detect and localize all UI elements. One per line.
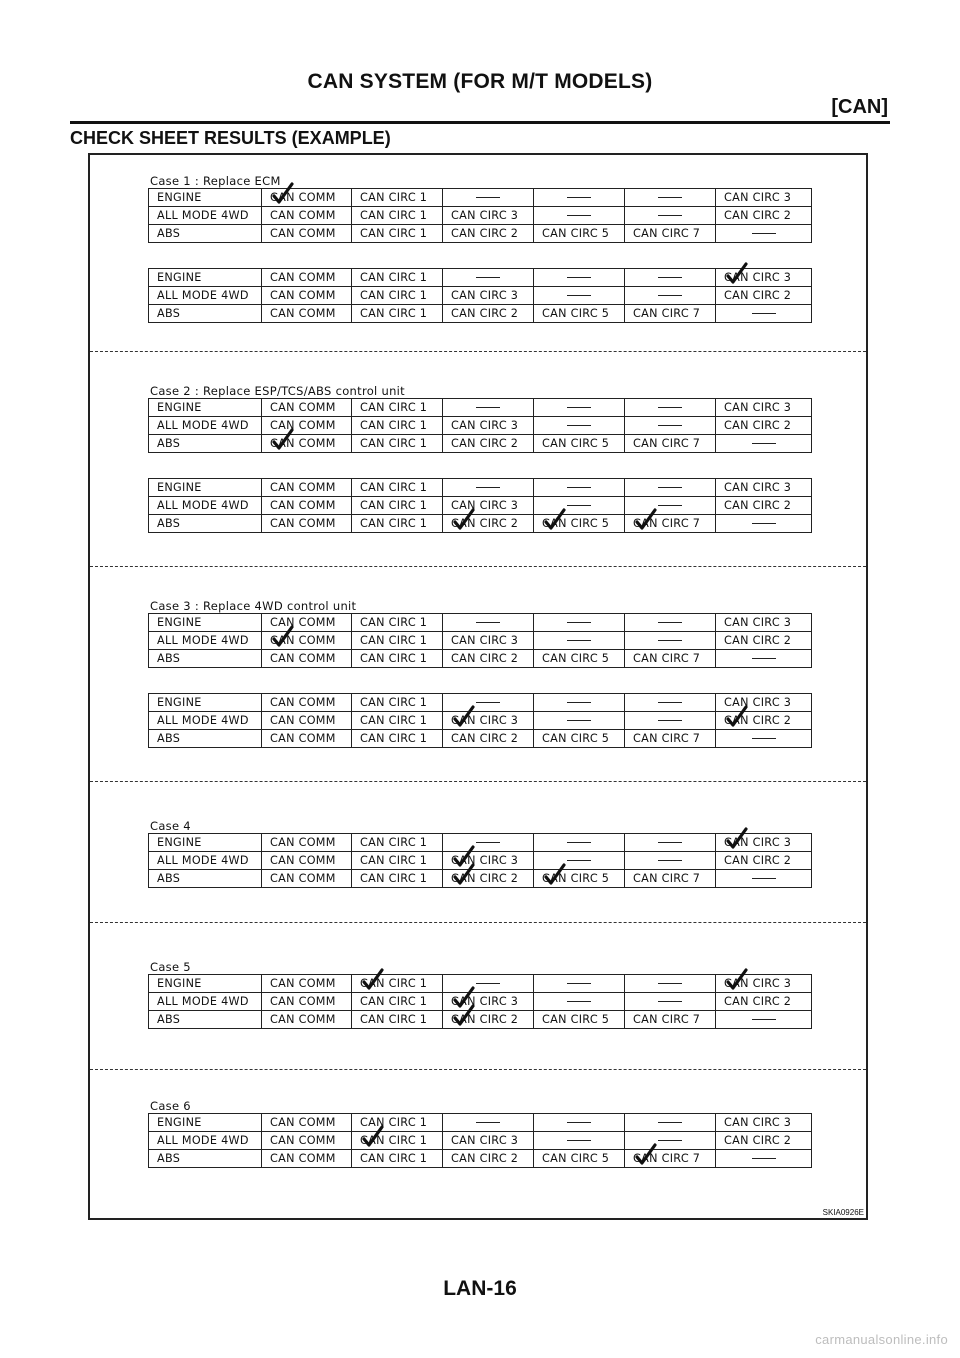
table-cell: CAN COMM xyxy=(262,1132,352,1150)
empty-cell xyxy=(534,497,625,515)
case-label: Case 5 xyxy=(150,960,191,974)
empty-cell xyxy=(625,207,716,225)
table-cell: CAN CIRC 1 xyxy=(352,852,443,870)
table-cell: CAN CIRC 1 xyxy=(352,435,443,453)
table-cell: CAN COMM xyxy=(262,650,352,668)
table-cell: CAN COMM xyxy=(262,305,352,323)
check-table xyxy=(148,268,812,323)
table-cell: ALL MODE 4WD xyxy=(149,287,262,305)
dash-icon xyxy=(476,1122,500,1123)
table-cell: CAN CIRC 2 xyxy=(716,207,812,225)
table-cell: ENGINE xyxy=(149,189,262,207)
table-cell: CAN CIRC 1 xyxy=(352,399,443,417)
check-table xyxy=(148,974,812,1029)
dash-icon xyxy=(658,295,682,296)
table-cell: CAN CIRC 5 xyxy=(534,435,625,453)
table-cell: ENGINE xyxy=(149,479,262,497)
table-cell: ENGINE xyxy=(149,269,262,287)
table-cell: CAN CIRC 7 xyxy=(625,515,716,533)
table-row xyxy=(149,305,812,323)
table-cell: CAN COMM xyxy=(262,479,352,497)
table-cell: CAN COMM xyxy=(262,870,352,888)
case-divider xyxy=(90,1069,866,1070)
page-number: LAN-16 xyxy=(443,1277,517,1300)
dash-icon xyxy=(752,878,776,879)
empty-cell xyxy=(534,694,625,712)
table-row xyxy=(149,1132,812,1150)
table-cell: CAN CIRC 7 xyxy=(625,730,716,748)
empty-cell xyxy=(625,417,716,435)
dash-icon xyxy=(658,640,682,641)
watermark: carmanualsonline.info xyxy=(815,1332,948,1347)
dash-icon xyxy=(567,505,591,506)
table-cell: CAN COMM xyxy=(262,1150,352,1168)
table-cell: CAN CIRC 2 xyxy=(443,730,534,748)
empty-cell xyxy=(625,993,716,1011)
table-row xyxy=(149,269,812,287)
dash-icon xyxy=(567,702,591,703)
table-cell: ALL MODE 4WD xyxy=(149,417,262,435)
table-cell: CAN CIRC 1 xyxy=(352,834,443,852)
empty-cell xyxy=(534,269,625,287)
dash-icon xyxy=(567,860,591,861)
empty-cell xyxy=(443,479,534,497)
empty-cell xyxy=(534,975,625,993)
dash-icon xyxy=(476,407,500,408)
dash-icon xyxy=(567,215,591,216)
empty-cell xyxy=(716,650,812,668)
table-cell: CAN CIRC 3 xyxy=(443,417,534,435)
case-label: Case 3 : Replace 4WD control unit xyxy=(150,599,357,613)
dash-icon xyxy=(476,842,500,843)
table-cell: CAN COMM xyxy=(262,207,352,225)
table-cell: CAN CIRC 1 xyxy=(352,225,443,243)
table-cell: CAN CIRC 2 xyxy=(716,417,812,435)
table-row xyxy=(149,975,812,993)
table-cell: CAN CIRC 1 xyxy=(352,1114,443,1132)
case-divider xyxy=(90,922,866,923)
check-table xyxy=(148,188,812,243)
dash-icon xyxy=(752,1158,776,1159)
dash-icon xyxy=(658,487,682,488)
table-cell: CAN CIRC 5 xyxy=(534,650,625,668)
check-table xyxy=(148,398,812,453)
case-divider xyxy=(90,351,866,352)
table-cell: CAN CIRC 7 xyxy=(625,650,716,668)
table-cell: ALL MODE 4WD xyxy=(149,852,262,870)
dash-icon xyxy=(658,1001,682,1002)
table-cell: CAN COMM xyxy=(262,993,352,1011)
table-cell: ABS xyxy=(149,515,262,533)
table-cell: CAN CIRC 1 xyxy=(352,730,443,748)
table-cell: ABS xyxy=(149,225,262,243)
dash-icon xyxy=(658,1122,682,1123)
table-cell: CAN CIRC 2 xyxy=(716,632,812,650)
dash-icon xyxy=(752,1019,776,1020)
dash-icon xyxy=(658,215,682,216)
table-cell: CAN COMM xyxy=(262,632,352,650)
dash-icon xyxy=(567,487,591,488)
case-label: Case 4 xyxy=(150,819,191,833)
table-cell: CAN CIRC 3 xyxy=(443,287,534,305)
section-tag: [CAN] xyxy=(831,96,888,118)
table-cell: CAN COMM xyxy=(262,694,352,712)
check-table xyxy=(148,478,812,533)
empty-cell xyxy=(625,479,716,497)
table-cell: CAN CIRC 1 xyxy=(352,479,443,497)
dash-icon xyxy=(476,622,500,623)
table-cell: CAN CIRC 1 xyxy=(352,694,443,712)
dash-icon xyxy=(567,277,591,278)
table-cell: CAN CIRC 1 xyxy=(352,287,443,305)
figure-code: SKIA0926E xyxy=(822,1208,864,1217)
table-cell: CAN COMM xyxy=(262,417,352,435)
table-cell: CAN CIRC 2 xyxy=(716,287,812,305)
empty-cell xyxy=(625,852,716,870)
table-cell: CAN CIRC 2 xyxy=(716,852,812,870)
table-cell: CAN COMM xyxy=(262,189,352,207)
table-cell: ENGINE xyxy=(149,399,262,417)
table-row xyxy=(149,870,812,888)
dash-icon xyxy=(567,720,591,721)
table-cell: CAN CIRC 1 xyxy=(352,975,443,993)
table-cell: ENGINE xyxy=(149,614,262,632)
table-cell: CAN CIRC 1 xyxy=(352,650,443,668)
empty-cell xyxy=(625,1132,716,1150)
table-row xyxy=(149,632,812,650)
table-row xyxy=(149,1011,812,1029)
table-cell: CAN COMM xyxy=(262,834,352,852)
table-cell: CAN CIRC 5 xyxy=(534,515,625,533)
empty-cell xyxy=(534,834,625,852)
empty-cell xyxy=(625,632,716,650)
table-cell: CAN CIRC 1 xyxy=(352,632,443,650)
table-cell: CAN CIRC 1 xyxy=(352,1132,443,1150)
case-label: Case 6 xyxy=(150,1099,191,1113)
table-cell: ABS xyxy=(149,650,262,668)
dash-icon xyxy=(567,842,591,843)
dash-icon xyxy=(658,197,682,198)
empty-cell xyxy=(534,852,625,870)
table-row xyxy=(149,225,812,243)
table-row xyxy=(149,1150,812,1168)
table-cell: ALL MODE 4WD xyxy=(149,712,262,730)
dash-icon xyxy=(752,658,776,659)
table-row xyxy=(149,712,812,730)
table-cell: ABS xyxy=(149,1150,262,1168)
dash-icon xyxy=(476,487,500,488)
table-row xyxy=(149,479,812,497)
table-row xyxy=(149,435,812,453)
empty-cell xyxy=(716,435,812,453)
table-cell: CAN CIRC 2 xyxy=(443,1011,534,1029)
dash-icon xyxy=(567,197,591,198)
table-cell: CAN CIRC 1 xyxy=(352,417,443,435)
dash-icon xyxy=(752,313,776,314)
table-cell: CAN CIRC 3 xyxy=(443,1132,534,1150)
table-cell: CAN CIRC 3 xyxy=(716,269,812,287)
dash-icon xyxy=(658,983,682,984)
dash-icon xyxy=(567,295,591,296)
dash-icon xyxy=(567,1122,591,1123)
dash-icon xyxy=(752,738,776,739)
dash-icon xyxy=(476,197,500,198)
table-cell: CAN CIRC 2 xyxy=(716,497,812,515)
empty-cell xyxy=(625,287,716,305)
check-table xyxy=(148,613,812,668)
table-cell: CAN COMM xyxy=(262,852,352,870)
dash-icon xyxy=(567,640,591,641)
dash-icon xyxy=(658,277,682,278)
table-cell: CAN COMM xyxy=(262,225,352,243)
table-cell: CAN CIRC 3 xyxy=(716,479,812,497)
empty-cell xyxy=(443,399,534,417)
empty-cell xyxy=(534,1114,625,1132)
table-cell: CAN CIRC 3 xyxy=(716,975,812,993)
table-cell: CAN CIRC 7 xyxy=(625,305,716,323)
empty-cell xyxy=(443,975,534,993)
table-cell: CAN CIRC 1 xyxy=(352,497,443,515)
table-cell: CAN CIRC 2 xyxy=(443,1150,534,1168)
table-cell: CAN CIRC 2 xyxy=(716,1132,812,1150)
table-cell: CAN CIRC 1 xyxy=(352,614,443,632)
table-cell: CAN CIRC 2 xyxy=(443,305,534,323)
dash-icon xyxy=(752,443,776,444)
table-cell: ENGINE xyxy=(149,1114,262,1132)
dash-icon xyxy=(658,505,682,506)
empty-cell xyxy=(625,975,716,993)
empty-cell xyxy=(625,694,716,712)
dash-icon xyxy=(658,622,682,623)
empty-cell xyxy=(443,269,534,287)
empty-cell xyxy=(534,993,625,1011)
empty-cell xyxy=(443,189,534,207)
table-cell: CAN CIRC 1 xyxy=(352,189,443,207)
dash-icon xyxy=(658,702,682,703)
table-row xyxy=(149,497,812,515)
table-cell: CAN CIRC 5 xyxy=(534,1150,625,1168)
table-cell: CAN CIRC 5 xyxy=(534,870,625,888)
table-cell: CAN CIRC 5 xyxy=(534,305,625,323)
table-cell: CAN COMM xyxy=(262,712,352,730)
table-cell: CAN CIRC 1 xyxy=(352,712,443,730)
check-table xyxy=(148,1113,812,1168)
empty-cell xyxy=(625,614,716,632)
table-cell: ABS xyxy=(149,435,262,453)
table-cell: CAN CIRC 3 xyxy=(443,497,534,515)
table-cell: CAN CIRC 3 xyxy=(443,993,534,1011)
table-row xyxy=(149,730,812,748)
table-cell: CAN CIRC 2 xyxy=(716,993,812,1011)
table-row xyxy=(149,399,812,417)
empty-cell xyxy=(443,694,534,712)
table-cell: CAN CIRC 3 xyxy=(716,614,812,632)
empty-cell xyxy=(625,834,716,852)
table-cell: ABS xyxy=(149,730,262,748)
empty-cell xyxy=(534,207,625,225)
dash-icon xyxy=(567,1140,591,1141)
table-cell: ENGINE xyxy=(149,694,262,712)
table-cell: CAN CIRC 3 xyxy=(443,207,534,225)
empty-cell xyxy=(716,1150,812,1168)
table-cell: CAN CIRC 2 xyxy=(443,650,534,668)
table-cell: CAN CIRC 2 xyxy=(443,515,534,533)
table-cell: CAN CIRC 5 xyxy=(534,225,625,243)
table-cell: CAN CIRC 5 xyxy=(534,730,625,748)
empty-cell xyxy=(534,632,625,650)
empty-cell xyxy=(534,287,625,305)
case-label: Case 2 : Replace ESP/TCS/ABS control unit xyxy=(150,384,405,398)
table-cell: CAN COMM xyxy=(262,614,352,632)
table-row xyxy=(149,207,812,225)
table-row xyxy=(149,650,812,668)
dash-icon xyxy=(567,425,591,426)
dash-icon xyxy=(476,277,500,278)
table-cell: CAN COMM xyxy=(262,497,352,515)
page-title: CAN SYSTEM (FOR M/T MODELS) xyxy=(307,70,653,93)
empty-cell xyxy=(716,225,812,243)
table-cell: CAN CIRC 1 xyxy=(352,207,443,225)
table-cell: CAN CIRC 3 xyxy=(716,399,812,417)
empty-cell xyxy=(443,834,534,852)
table-cell: ALL MODE 4WD xyxy=(149,497,262,515)
empty-cell xyxy=(625,497,716,515)
table-row xyxy=(149,993,812,1011)
table-cell: CAN COMM xyxy=(262,730,352,748)
empty-cell xyxy=(625,399,716,417)
table-cell: CAN CIRC 7 xyxy=(625,1011,716,1029)
empty-cell xyxy=(534,614,625,632)
table-row xyxy=(149,189,812,207)
sheet-title: CHECK SHEET RESULTS (EXAMPLE) xyxy=(70,128,391,148)
table-cell: CAN CIRC 2 xyxy=(443,225,534,243)
table-cell: CAN CIRC 5 xyxy=(534,1011,625,1029)
dash-icon xyxy=(658,720,682,721)
case-divider xyxy=(90,566,866,567)
table-cell: CAN CIRC 7 xyxy=(625,1150,716,1168)
dash-icon xyxy=(752,233,776,234)
empty-cell xyxy=(716,1011,812,1029)
empty-cell xyxy=(625,1114,716,1132)
empty-cell xyxy=(625,269,716,287)
table-cell: CAN COMM xyxy=(262,975,352,993)
table-cell: ALL MODE 4WD xyxy=(149,632,262,650)
table-row xyxy=(149,417,812,435)
dash-icon xyxy=(752,523,776,524)
empty-cell xyxy=(534,189,625,207)
table-cell: CAN CIRC 7 xyxy=(625,870,716,888)
table-cell: CAN CIRC 2 xyxy=(443,435,534,453)
table-cell: CAN CIRC 3 xyxy=(443,852,534,870)
empty-cell xyxy=(716,305,812,323)
dash-icon xyxy=(658,425,682,426)
table-cell: CAN CIRC 3 xyxy=(716,834,812,852)
empty-cell xyxy=(625,189,716,207)
header-rule xyxy=(70,121,890,124)
table-row xyxy=(149,852,812,870)
dash-icon xyxy=(658,860,682,861)
table-cell: ALL MODE 4WD xyxy=(149,207,262,225)
table-cell: CAN COMM xyxy=(262,1114,352,1132)
empty-cell xyxy=(534,417,625,435)
table-cell: CAN CIRC 1 xyxy=(352,993,443,1011)
table-cell: ALL MODE 4WD xyxy=(149,1132,262,1150)
table-row xyxy=(149,1114,812,1132)
table-cell: ABS xyxy=(149,305,262,323)
dash-icon xyxy=(567,622,591,623)
check-table xyxy=(148,833,812,888)
dash-icon xyxy=(658,1140,682,1141)
table-cell: CAN CIRC 3 xyxy=(716,694,812,712)
table-cell: CAN CIRC 1 xyxy=(352,1150,443,1168)
table-cell: CAN COMM xyxy=(262,269,352,287)
dash-icon xyxy=(567,983,591,984)
case-divider xyxy=(90,781,866,782)
dash-icon xyxy=(567,1001,591,1002)
table-row xyxy=(149,694,812,712)
check-table xyxy=(148,693,812,748)
table-cell: CAN CIRC 1 xyxy=(352,515,443,533)
table-cell: ABS xyxy=(149,870,262,888)
empty-cell xyxy=(716,870,812,888)
table-cell: CAN CIRC 1 xyxy=(352,1011,443,1029)
table-cell: CAN CIRC 1 xyxy=(352,305,443,323)
empty-cell xyxy=(716,515,812,533)
table-cell: ENGINE xyxy=(149,834,262,852)
empty-cell xyxy=(625,712,716,730)
empty-cell xyxy=(443,614,534,632)
empty-cell xyxy=(443,1114,534,1132)
dash-icon xyxy=(567,407,591,408)
table-cell: ALL MODE 4WD xyxy=(149,993,262,1011)
table-cell: CAN CIRC 1 xyxy=(352,269,443,287)
table-row xyxy=(149,515,812,533)
table-cell: CAN CIRC 2 xyxy=(443,870,534,888)
empty-cell xyxy=(716,730,812,748)
table-cell: CAN CIRC 3 xyxy=(716,1114,812,1132)
empty-cell xyxy=(534,399,625,417)
table-cell: CAN CIRC 3 xyxy=(443,712,534,730)
table-cell: ENGINE xyxy=(149,975,262,993)
table-cell: CAN COMM xyxy=(262,515,352,533)
case-label: Case 1 : Replace ECM xyxy=(150,174,281,188)
table-cell: CAN CIRC 2 xyxy=(716,712,812,730)
table-cell: CAN CIRC 7 xyxy=(625,435,716,453)
table-cell: CAN COMM xyxy=(262,435,352,453)
table-cell: CAN CIRC 1 xyxy=(352,870,443,888)
table-cell: ABS xyxy=(149,1011,262,1029)
empty-cell xyxy=(534,479,625,497)
table-cell: CAN COMM xyxy=(262,287,352,305)
table-cell: CAN CIRC 7 xyxy=(625,225,716,243)
dash-icon xyxy=(658,407,682,408)
table-cell: CAN COMM xyxy=(262,399,352,417)
empty-cell xyxy=(534,1132,625,1150)
table-row xyxy=(149,834,812,852)
table-cell: CAN CIRC 3 xyxy=(443,632,534,650)
dash-icon xyxy=(476,702,500,703)
table-cell: CAN COMM xyxy=(262,1011,352,1029)
table-cell: CAN CIRC 3 xyxy=(716,189,812,207)
dash-icon xyxy=(658,842,682,843)
empty-cell xyxy=(534,712,625,730)
table-row xyxy=(149,287,812,305)
dash-icon xyxy=(476,983,500,984)
table-row xyxy=(149,614,812,632)
